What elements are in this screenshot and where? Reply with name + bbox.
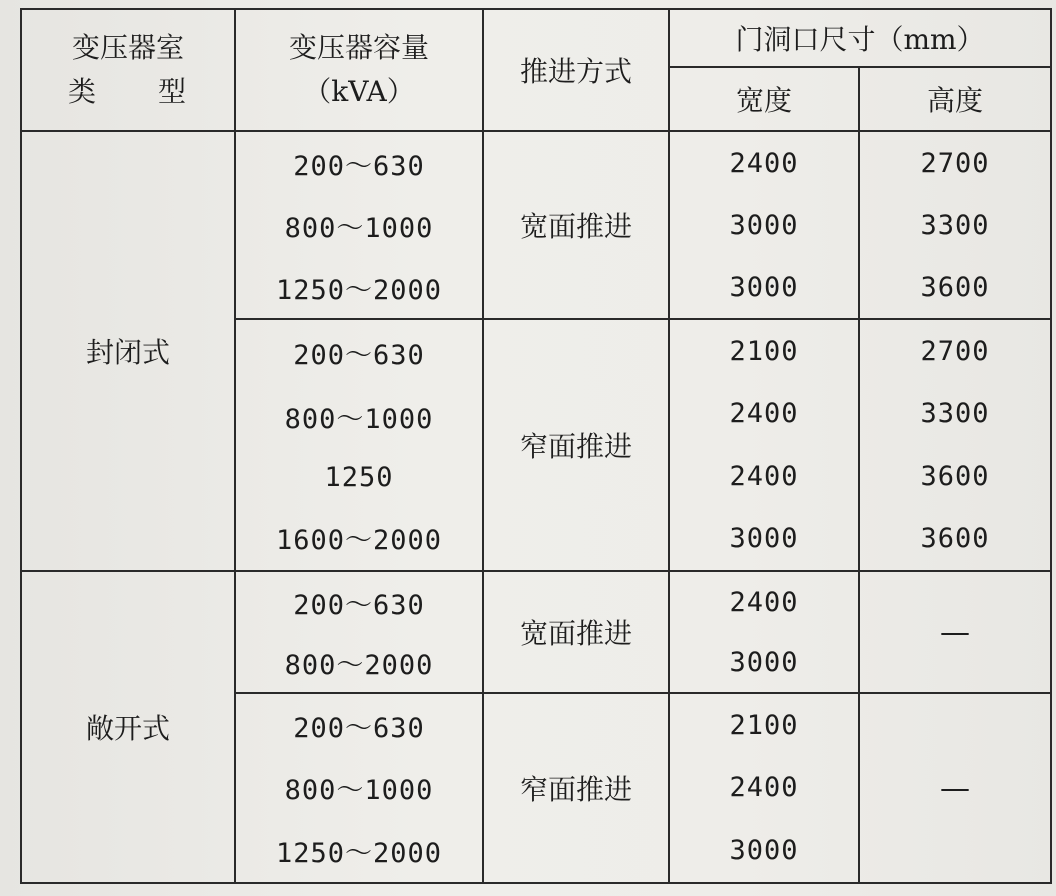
table-row — [21, 571, 1051, 693]
room-type-cell: 封闭式 — [21, 131, 235, 571]
capacity-value: 800～1000 — [284, 212, 434, 244]
capacity-value: 1250～2000 — [275, 274, 443, 306]
transformer-door-size-table — [20, 8, 1052, 884]
width-value: 3000 — [729, 271, 799, 303]
height-value: 3600 — [920, 271, 990, 303]
width-cell — [669, 319, 859, 571]
capacity-cell — [235, 571, 483, 693]
capacity-value: 200～630 — [293, 712, 425, 744]
header-room-type-line2: 类 型 — [67, 75, 188, 108]
height-value: 3300 — [920, 209, 990, 241]
height-cell — [859, 319, 1051, 571]
height-cell — [859, 131, 1051, 319]
push-mode-cell: 窄面推进 — [483, 693, 669, 883]
width-value: 2400 — [729, 147, 799, 179]
capacity-cell — [235, 319, 483, 571]
width-cell — [669, 571, 859, 693]
capacity-value: 200～630 — [293, 150, 425, 182]
capacity-value: 1250～2000 — [275, 838, 443, 870]
height-value: 3600 — [920, 460, 990, 492]
height-value: 2700 — [920, 147, 990, 179]
height-value: 3600 — [920, 523, 990, 555]
header-capacity — [235, 9, 483, 131]
width-value: 2400 — [729, 398, 799, 430]
width-value: 3000 — [729, 523, 799, 555]
header-room-type-line1: 变压器室 — [71, 31, 184, 64]
push-mode-cell: 宽面推进 — [483, 131, 669, 319]
height-value: 2700 — [920, 335, 990, 367]
header-capacity-line1: 变压器容量 — [288, 31, 429, 64]
capacity-cell — [235, 131, 483, 319]
capacity-value: 1250 — [324, 461, 394, 493]
header-push-mode: 推进方式 — [483, 9, 669, 131]
room-type-cell: 敞开式 — [21, 571, 235, 883]
push-mode-cell: 宽面推进 — [483, 571, 669, 693]
width-value: 3000 — [729, 646, 799, 678]
capacity-value: 1600～2000 — [275, 525, 443, 557]
width-value: 3000 — [729, 835, 799, 867]
height-cell: — — [859, 571, 1051, 693]
capacity-value: 800～1000 — [284, 775, 434, 807]
header-width: 宽度 — [669, 67, 859, 131]
width-cell — [669, 693, 859, 883]
capacity-value: 200～630 — [293, 339, 425, 371]
width-value: 2400 — [729, 460, 799, 492]
width-value: 3000 — [729, 209, 799, 241]
width-value: 2400 — [729, 586, 799, 618]
header-capacity-line2: （kVA） — [303, 75, 415, 108]
capacity-value: 200～630 — [293, 589, 425, 621]
width-value: 2100 — [729, 335, 799, 367]
header-room-type — [21, 9, 235, 131]
table-row — [21, 131, 1051, 319]
height-value: 3300 — [920, 398, 990, 430]
width-cell — [669, 131, 859, 319]
capacity-cell — [235, 693, 483, 883]
capacity-value: 800～2000 — [284, 649, 434, 681]
capacity-value: 800～1000 — [284, 404, 434, 436]
push-mode-cell: 窄面推进 — [483, 319, 669, 571]
header-door-size: 门洞口尺寸（mm） — [669, 9, 1051, 67]
height-cell: — — [859, 693, 1051, 883]
width-value: 2400 — [729, 772, 799, 804]
width-value: 2100 — [729, 709, 799, 741]
header-height: 高度 — [859, 67, 1051, 131]
